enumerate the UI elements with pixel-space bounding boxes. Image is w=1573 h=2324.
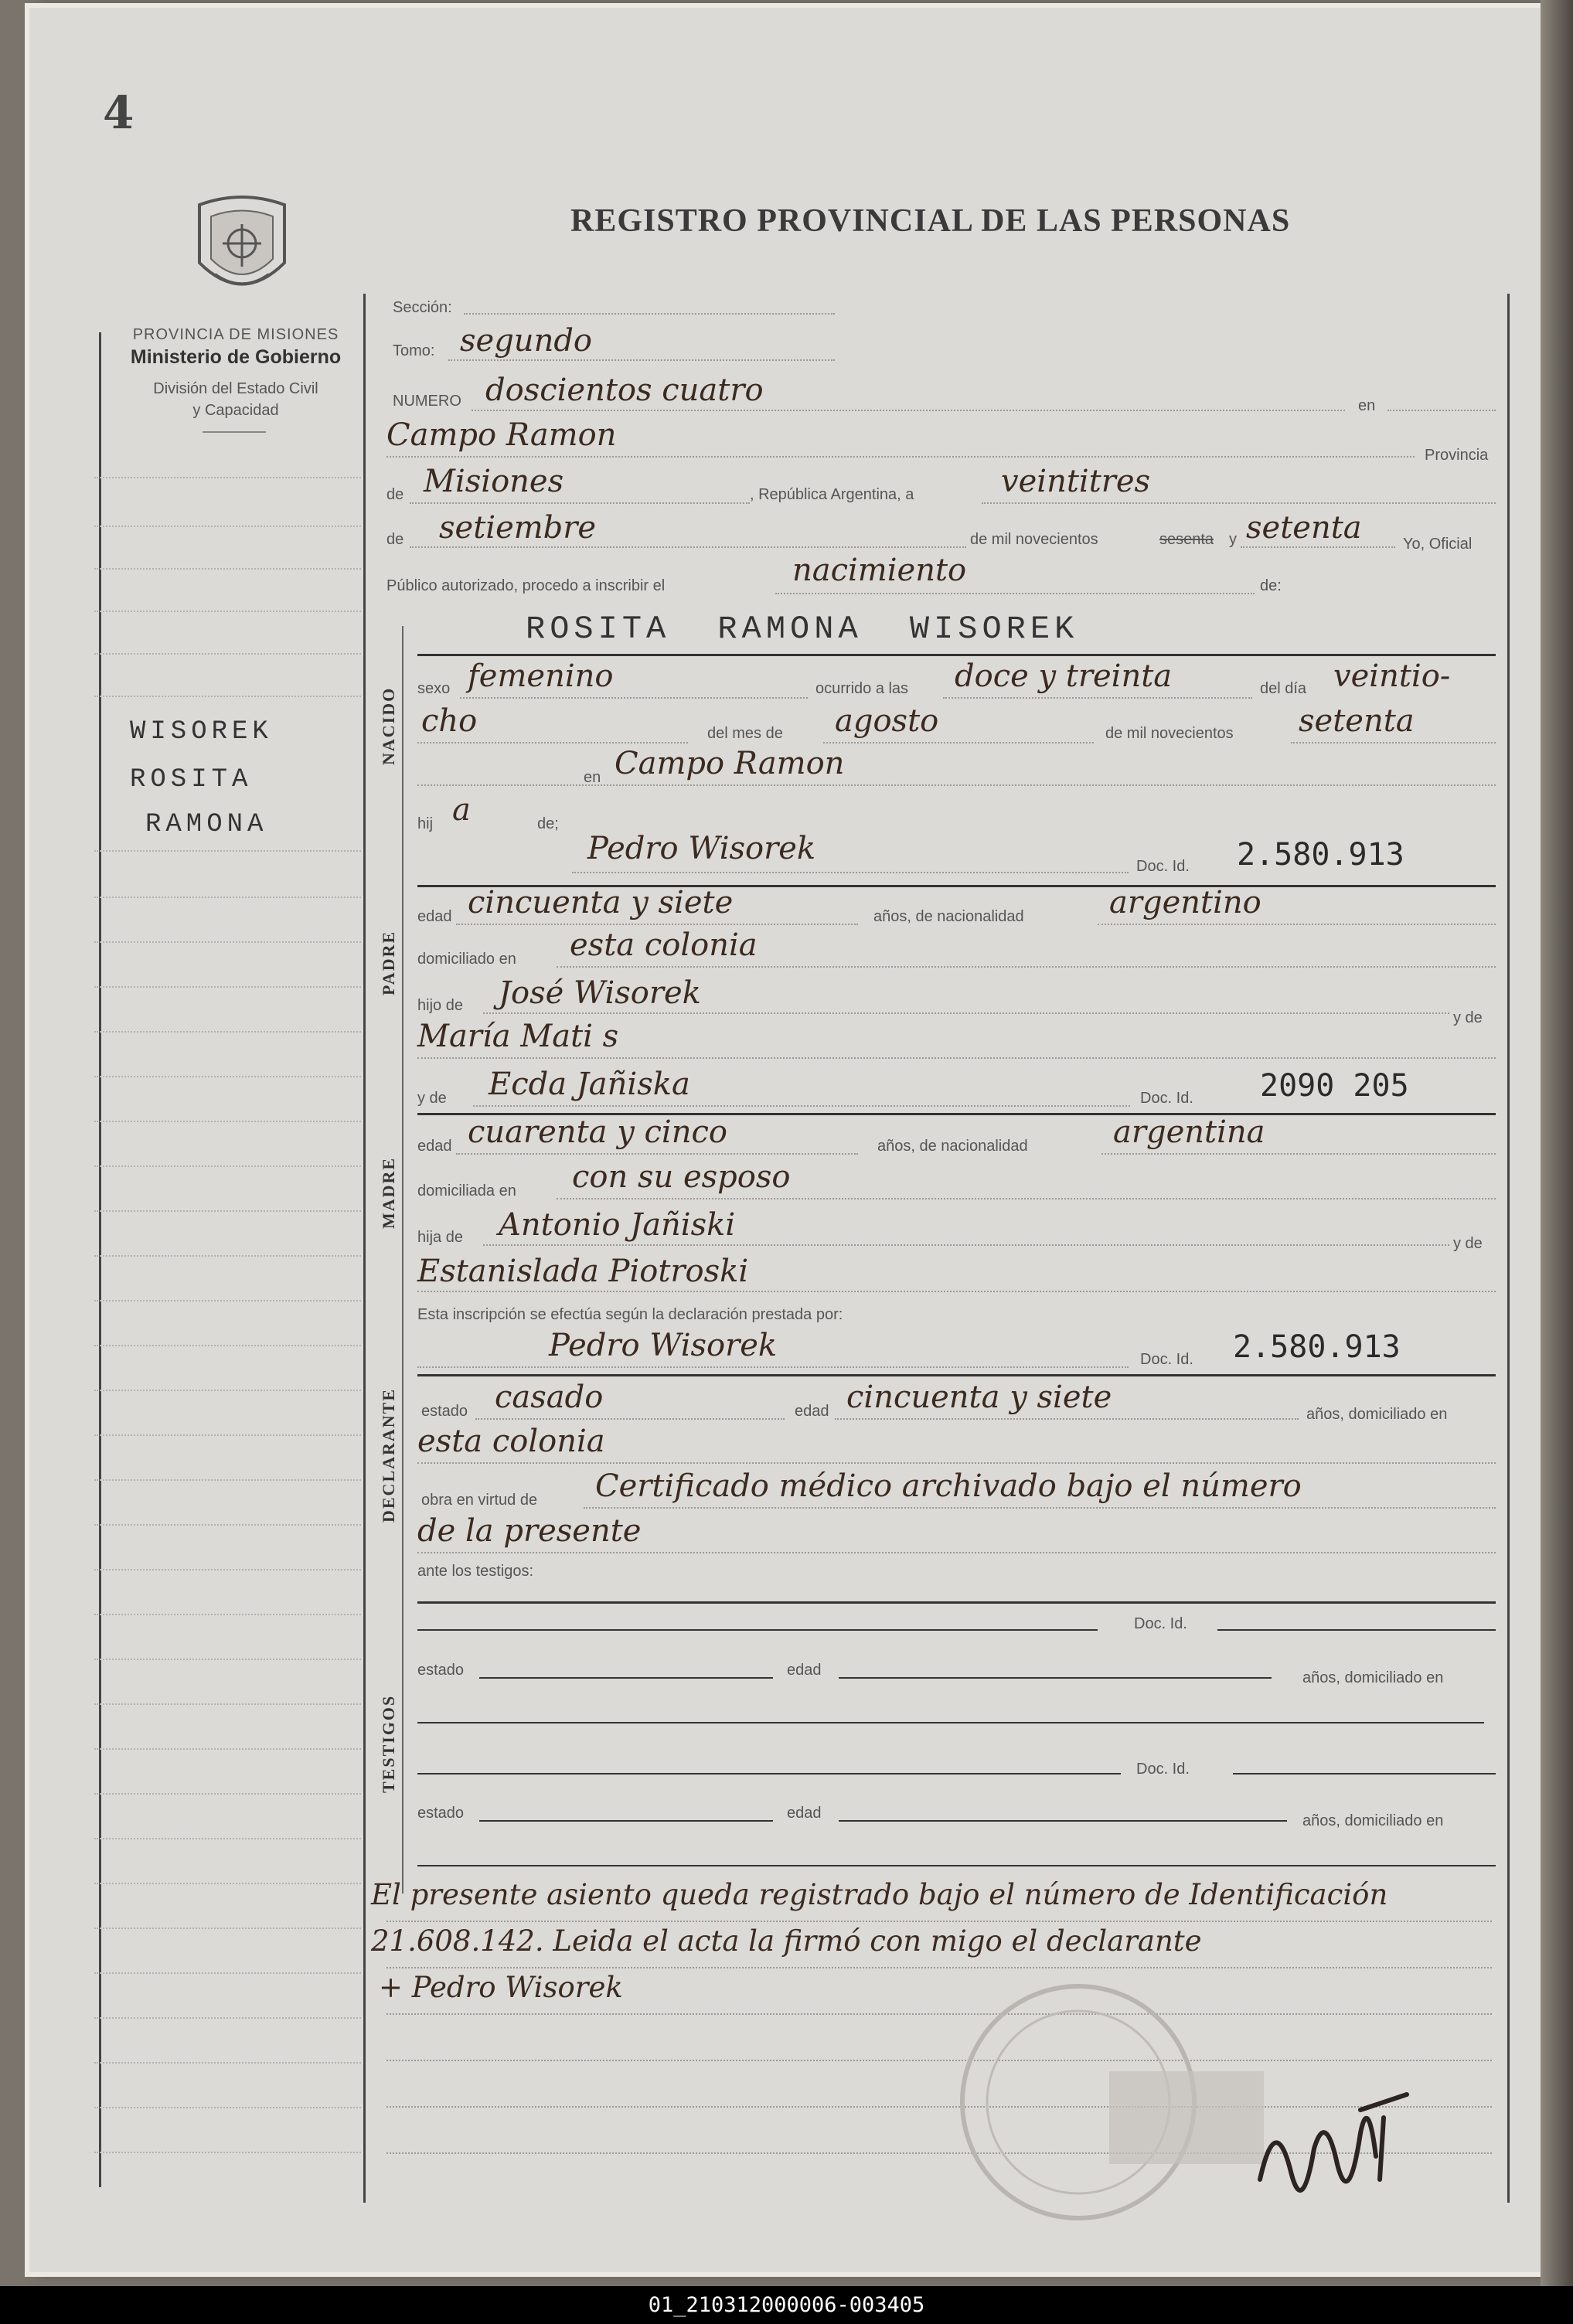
margin-rule [94, 611, 361, 612]
declarant-signature: + Pedro Wisorek [379, 1971, 623, 2004]
padre-nac-value: argentino [1109, 885, 1261, 920]
testigo1-nombre-line [417, 1629, 1098, 1631]
numero-label: NUMERO [393, 393, 461, 410]
obra-value-2: de la presente [417, 1513, 642, 1549]
testigo1-estado-label: estado [417, 1662, 465, 1679]
margin-rule [94, 568, 361, 570]
book-edge [1541, 0, 1573, 2292]
de-colon-label: de: [1260, 577, 1282, 594]
testigo1-estado-line [479, 1677, 773, 1679]
madre-hija-de-line [483, 1244, 1449, 1246]
annotation-rule [386, 1921, 1492, 1922]
margin-rule [94, 1703, 361, 1705]
dia-nac-value-2: cho [421, 703, 478, 739]
madre-nac-line [1101, 1153, 1496, 1155]
margin-rule [94, 1793, 361, 1795]
anio-value: setenta [1246, 510, 1362, 546]
margin-rule [94, 1614, 361, 1615]
margin-note-name2: RAMONA [145, 810, 268, 839]
margin-rule [94, 1883, 361, 1884]
padre-dom-value: esta colonia [570, 927, 758, 963]
del-dia-label: del día [1260, 680, 1307, 697]
madre-doc-label: Doc. Id. [1140, 1090, 1193, 1107]
margin-rule [94, 653, 361, 655]
padre-edad-value: cincuenta y siete [468, 885, 734, 920]
tomo-label: Tomo: [393, 342, 435, 359]
anio-nac-line [1291, 742, 1496, 743]
lugar-line [386, 456, 1415, 458]
margin-rule [94, 1748, 361, 1750]
margin-rule [94, 1345, 361, 1346]
padre-madre-value: María Mati s [417, 1019, 619, 1054]
section-declarante: DECLARANTE [379, 1387, 398, 1523]
padre-madre-line [417, 1057, 1496, 1059]
testigo2-edad-line [839, 1820, 1287, 1822]
madre-edad-line [456, 1153, 858, 1155]
margin-rule [94, 1434, 361, 1436]
padre-nombre-line [572, 872, 1129, 873]
margin-rule [94, 941, 361, 943]
hij-label: hij [417, 815, 434, 832]
official-stamp [924, 1979, 1287, 2234]
testigo2-doc-label: Doc. Id. [1136, 1761, 1190, 1778]
image-id-footer: 01_210312000006-003405 [0, 2286, 1573, 2324]
tomo-value: segundo [460, 323, 593, 359]
ocurrido-label: ocurrido a las [815, 680, 909, 697]
madre-hija-de-label: hija de [417, 1229, 463, 1246]
obra-line [584, 1507, 1496, 1509]
ministry-capacity: y Capacidad [192, 402, 279, 419]
margin-rule [94, 696, 361, 697]
margin-rule [94, 1076, 361, 1077]
sexo-label: sexo [417, 680, 451, 697]
testigo1-doc-label: Doc. Id. [1134, 1615, 1187, 1632]
padre-nac-line [1098, 924, 1496, 925]
madre-dom-value: con su esposo [572, 1159, 791, 1195]
madre-madre-line [417, 1291, 1496, 1292]
margin-rule [94, 1479, 361, 1481]
madre-edad-value: cuarenta y cinco [468, 1114, 727, 1150]
padre-hijo-de-label: hijo de [417, 997, 463, 1014]
declarante-doc-label: Doc. Id. [1140, 1351, 1193, 1368]
margin-rule [94, 1838, 361, 1839]
madre-y-de-label-2: y de [1453, 1235, 1483, 1252]
mes-value: setiembre [439, 510, 597, 546]
testigo2-edad-label: edad [787, 1805, 822, 1822]
de-label-2: de [386, 531, 404, 548]
margin-note-surname: WISOREK [130, 717, 273, 747]
lugar-value: Campo Ramon [386, 417, 617, 453]
margin-rule [94, 477, 361, 478]
section-testigos: TESTIGOS [379, 1694, 398, 1793]
testigo2-estado-label: estado [417, 1805, 465, 1822]
page-title: REGISTRO PROVINCIAL DE LAS PERSONAS [570, 203, 1291, 239]
coat-of-arms-seal [184, 189, 300, 305]
testigo1-edad-label: edad [787, 1662, 822, 1679]
seccion-line [464, 313, 835, 315]
acto-value: nacimiento [792, 553, 967, 588]
mes-nac-line [823, 742, 1094, 743]
madre-nac-value: argentina [1113, 1114, 1265, 1150]
del-mes-label: del mes de [707, 725, 783, 742]
de-label: de [386, 486, 404, 503]
y-label: y [1229, 531, 1237, 548]
margin-rule [94, 2107, 361, 2108]
madre-nombre: Ecda Jañiska [489, 1067, 690, 1102]
margin-right-border [363, 294, 366, 2203]
section-madre: MADRE [379, 1156, 398, 1229]
margin-rule [94, 1659, 361, 1660]
madre-dom-line [557, 1198, 1496, 1199]
margin-rule [94, 1390, 361, 1391]
margin-rule [94, 897, 361, 898]
padre-y-de-label: y de [1453, 1009, 1483, 1026]
seccion-label: Sección: [393, 299, 452, 316]
publico-label: Público autorizado, procedo a inscribir el [386, 577, 666, 594]
declarante-dom-label: años, domiciliado en [1306, 1406, 1448, 1423]
testigos-top-line [417, 1601, 1496, 1604]
numero-line [472, 410, 1345, 411]
madre-y-de-label: y de [417, 1090, 447, 1107]
padre-hijo-de-value: José Wisorek [499, 975, 701, 1011]
margin-rule [94, 526, 361, 527]
testigo2-dom-label: años, domiciliado en [1302, 1812, 1444, 1829]
madre-madre-value: Estanislada Piotroski [417, 1254, 749, 1289]
declarante-estado-line [475, 1418, 785, 1420]
declarante-top-line [417, 1374, 1496, 1376]
margin-rule [94, 1928, 361, 1929]
en-label-2: en [584, 769, 601, 786]
obra-label: obra en virtud de [421, 1492, 538, 1509]
declarante-dom-value: esta colonia [417, 1424, 605, 1459]
margin-rule [94, 1210, 361, 1212]
margin-rule [94, 1031, 361, 1033]
section-border [402, 626, 403, 1894]
padre-dom-line [557, 966, 1496, 968]
padre-edad-label: edad [417, 908, 452, 925]
margin-rule [94, 1165, 361, 1167]
mes-nac-value: agosto [835, 703, 939, 739]
testigo1-dom-line [417, 1722, 1484, 1723]
anio-line [1241, 546, 1395, 548]
declarante-estado-value: casado [495, 1380, 604, 1415]
ministry-name: Ministerio de Gobierno [130, 346, 342, 368]
nombre-nacido: ROSITA RAMONA WISOREK [526, 611, 1079, 648]
margin-rule [94, 1121, 361, 1122]
hora-value: doce y treinta [955, 658, 1173, 694]
sexo-line [460, 697, 808, 699]
registrar-signature [1244, 2064, 1422, 2241]
testigo1-doc-line [1217, 1629, 1496, 1631]
padre-doc-label: Doc. Id. [1136, 858, 1190, 875]
annotation-rule [386, 1967, 1492, 1968]
madre-edad-label: edad [417, 1138, 452, 1155]
testigo2-doc-line [1233, 1773, 1496, 1774]
provincia-value: Misiones [424, 464, 564, 499]
madre-nac-label: años, de nacionalidad [877, 1138, 1028, 1155]
declarante-nombre-line [417, 1366, 1129, 1368]
anio-nac-value: setenta [1299, 703, 1415, 739]
padre-nac-label: años, de nacionalidad [873, 908, 1024, 925]
ante-testigos-label: ante los testigos: [417, 1563, 534, 1580]
section-nacido: NACIDO [379, 686, 398, 765]
padre-edad-line [456, 924, 858, 925]
ministry-division: División del Estado Civil [153, 380, 318, 397]
margin-rule [94, 2062, 361, 2064]
provincia-label: Provincia [1425, 447, 1489, 464]
margin-rule [94, 2152, 361, 2153]
dia-nac-value: veintio- [1333, 658, 1451, 694]
margin-rule [94, 1300, 361, 1302]
dia-nac-line [417, 742, 688, 743]
dia-value: veintitres [1001, 464, 1151, 499]
madre-doc-value: 2090 205 [1260, 1068, 1409, 1104]
form-right-border [1507, 294, 1510, 2203]
mil-novecientos-label-2: de mil novecientos [1105, 725, 1234, 742]
de-semi-label: de; [537, 815, 559, 832]
obra-line-2 [417, 1552, 1496, 1553]
republica-label: , República Argentina, a [750, 486, 914, 503]
padre-doc-value: 2.580.913 [1237, 837, 1404, 873]
inscripcion-label: Esta inscripción se efectúa según la declaración prestada por: [417, 1306, 843, 1323]
mil-novecientos-label: de mil novecientos [970, 531, 1098, 548]
declarante-edad-line [835, 1418, 1299, 1420]
margin-rule [94, 850, 361, 852]
madre-nombre-line [473, 1105, 1130, 1107]
margin-rule [94, 1569, 361, 1570]
testigo2-estado-line [479, 1820, 773, 1822]
en-line [1387, 410, 1496, 411]
lugar-nac-line [417, 784, 1496, 786]
provincia-line [410, 502, 750, 504]
sesenta-struck: sesenta [1159, 531, 1214, 548]
margin-rule [94, 986, 361, 988]
annotation-line-2: 21.608.142. Leida el acta la firmó con migo el declarante [371, 1924, 1202, 1958]
declarante-nombre: Pedro Wisorek [549, 1328, 778, 1363]
en-label: en [1358, 397, 1376, 414]
hij-suffix: a [452, 792, 471, 828]
testigo2-nombre-line [417, 1773, 1121, 1774]
sexo-value: femenino [468, 658, 614, 694]
section-padre: PADRE [379, 930, 398, 995]
margin-rule [94, 1255, 361, 1257]
ministry-province: PROVINCIA DE MISIONES [132, 326, 339, 343]
testigo2-dom-line [417, 1865, 1496, 1866]
dia-line [982, 502, 1496, 504]
page-number: 4 [103, 87, 134, 139]
mes-line [410, 546, 966, 548]
testigo1-edad-line [839, 1677, 1272, 1679]
testigo1-dom-label: años, domiciliado en [1302, 1669, 1444, 1686]
declarante-doc-value: 2.580.913 [1233, 1329, 1401, 1365]
declarante-edad-value: cincuenta y siete [846, 1380, 1112, 1415]
declarante-dom-line [417, 1462, 1496, 1464]
nacido-top-line [417, 654, 1496, 656]
numero-value: doscientos cuatro [485, 373, 764, 408]
madre-dom-label: domiciliada en [417, 1182, 516, 1199]
lugar-nac-value: Campo Ramon [615, 746, 845, 781]
declarante-estado-label: estado [421, 1403, 468, 1420]
hora-line [943, 697, 1252, 699]
margin-note-name1: ROSITA [130, 765, 253, 795]
margin-rule [94, 1524, 361, 1526]
margin-rule [94, 1972, 361, 1974]
obra-value: Certificado médico archivado bajo el número [595, 1468, 1302, 1504]
yo-oficial-label: Yo, Oficial [1403, 536, 1473, 553]
annotation-line-1: El presente asiento queda registrado bajo el número de Identificación [371, 1878, 1388, 1911]
declarante-edad-label: edad [795, 1403, 829, 1420]
madre-hija-de-value: Antonio Jañiski [499, 1207, 736, 1243]
tomo-line [448, 359, 835, 361]
padre-hijo-de-line [483, 1012, 1449, 1014]
margin-rule [94, 2017, 361, 2019]
acto-line [775, 593, 1255, 594]
ministry-divider [203, 431, 266, 433]
padre-nombre: Pedro Wisorek [587, 831, 816, 866]
padre-dom-label: domiciliado en [417, 951, 516, 968]
